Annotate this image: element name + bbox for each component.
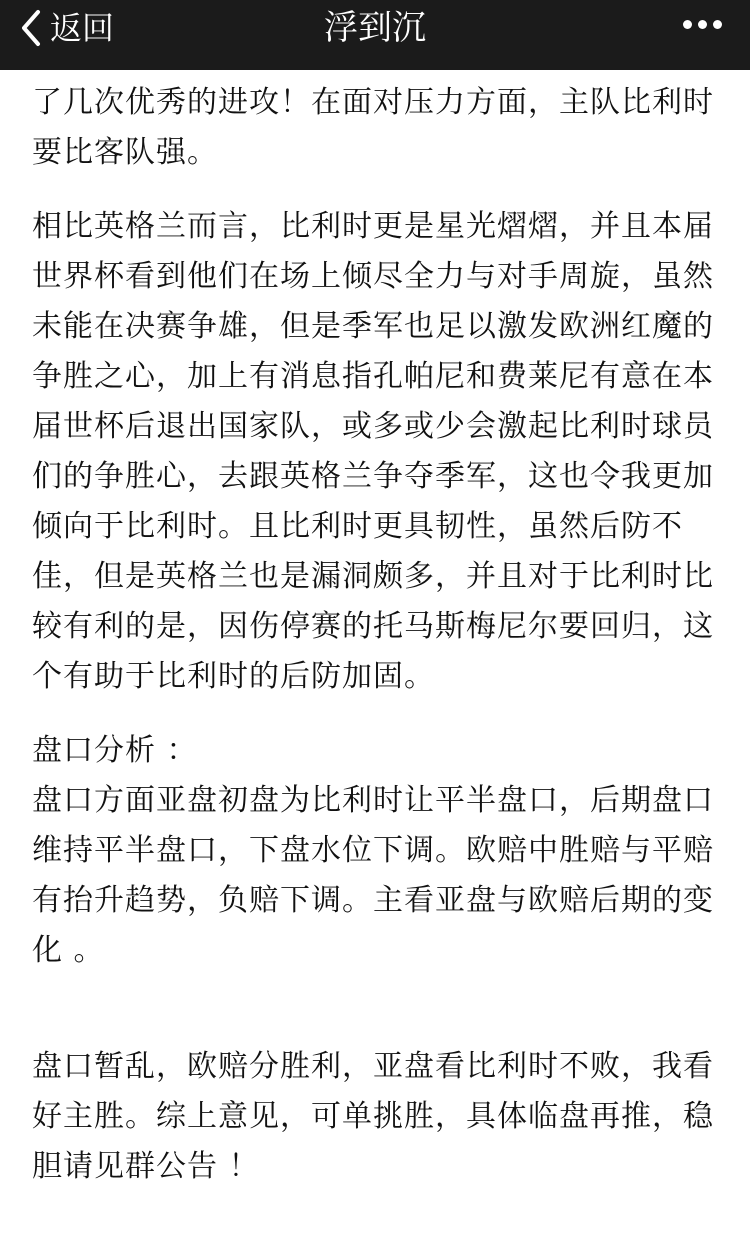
page-title: 浮到沉: [324, 8, 426, 48]
article-body: [32, 78, 722, 1192]
paragraph-odds: 盘口方面亚盘初盘为比利时让平半盘口，后期盘口维持平半盘口，下盘水位下调。欧赔中胜赔与平赔有抬升趋势，负赔下调。主看亚盘与欧赔后期的变化 。: [32, 783, 714, 968]
top-nav-bar: [0, 0, 750, 70]
paragraph-analysis: 相比英格兰而言，比利时更是星光熠熠，并且本届世界杯看到他们在场上倾尽全力与对手周旋，虽然未能在决赛争雄，但是季军也足以激发欧洲红魔的争胜之心，加上有消息指孔帕尼和费莱尼有意在本届世杯后退出国家队，或多或少会激起比利时球员们的争胜心，去跟英格兰争夺季军，这也令我更加倾向于比利时。且比利时更具韧性，虽然后防不佳，但是英格兰也是漏洞颇多，并且对于比利时比较有利的是，因伤停赛的托马斯梅尼尔要回归，这个有助于比利时的后防加固。: [32, 209, 714, 694]
paragraph-intro: 了几次优秀的进攻！在面对压力方面，主队比利时要比客队强。: [32, 85, 714, 170]
more-dot-icon: [698, 20, 707, 29]
back-label: 返回: [50, 9, 115, 47]
paragraph-conclusion: 盘口暂乱，欧赔分胜利，亚盘看比利时不败，我看好主胜。综上意见，可单挑胜，具体临盘再推，稳胆请见群公告 ！: [32, 1049, 714, 1184]
more-dot-icon: [713, 20, 722, 29]
more-options-button[interactable]: [683, 20, 722, 29]
odds-analysis-heading: 盘口分析 ：: [32, 733, 198, 768]
more-dot-icon: [683, 20, 692, 29]
